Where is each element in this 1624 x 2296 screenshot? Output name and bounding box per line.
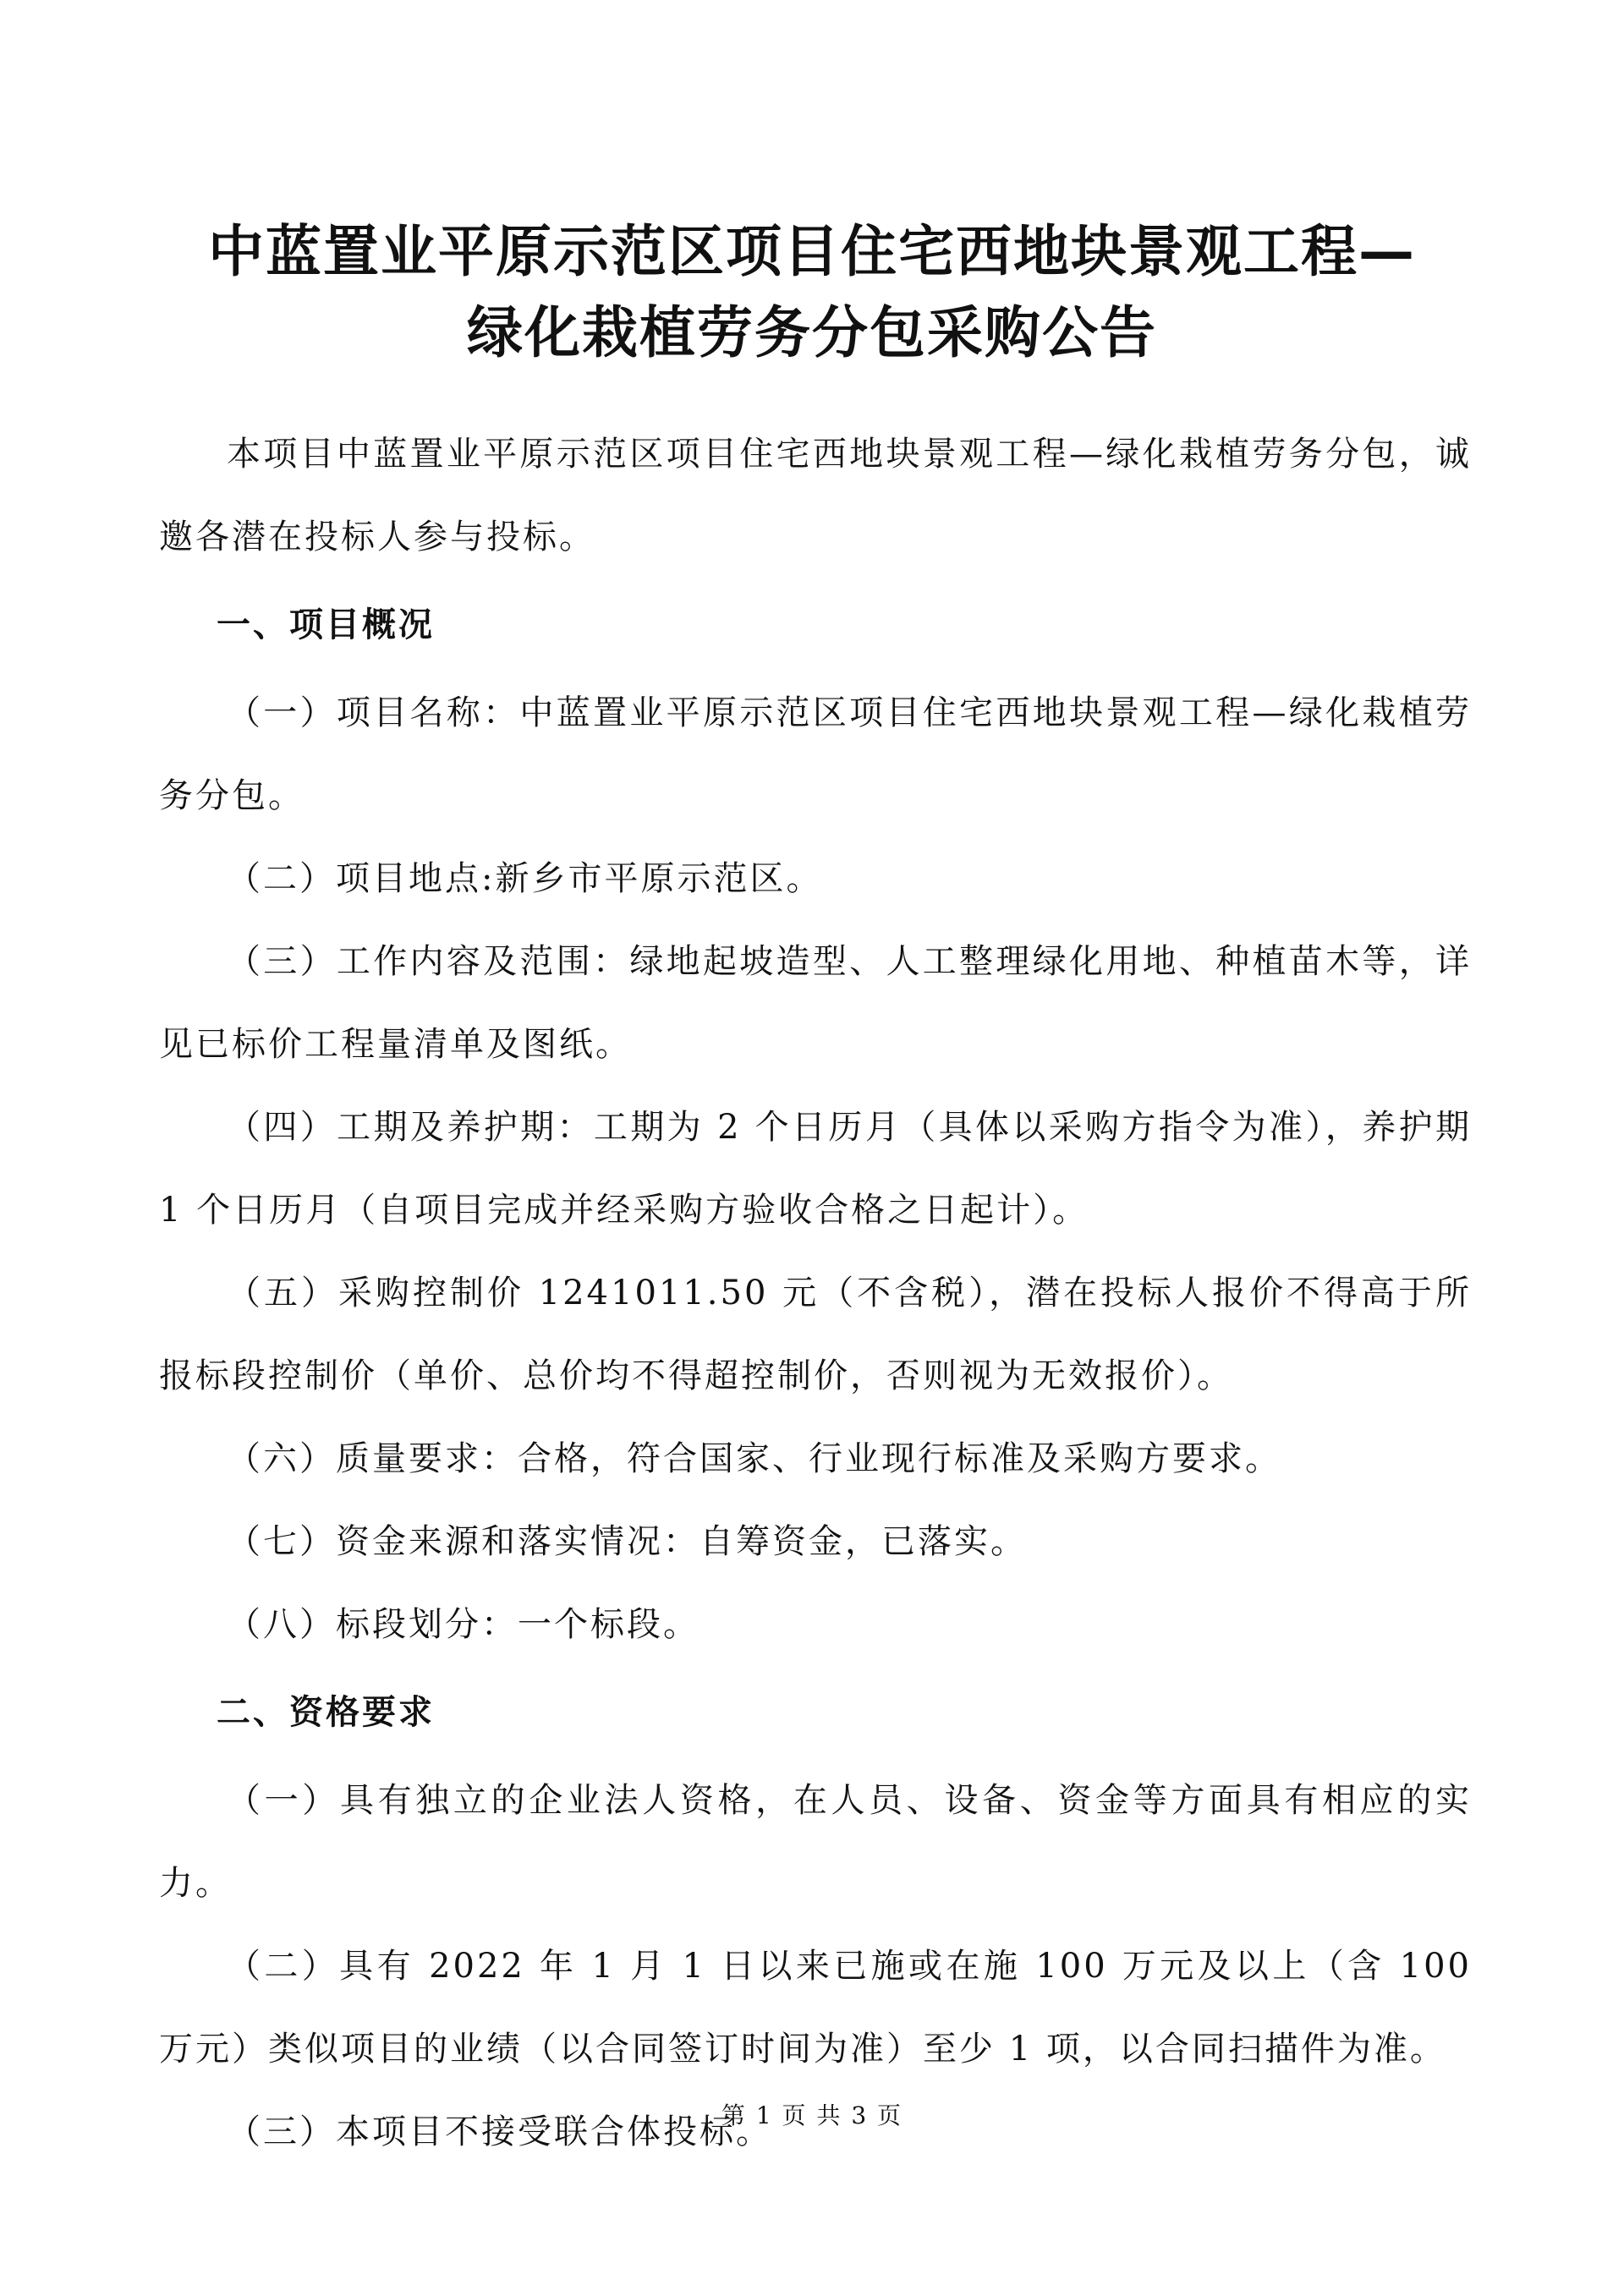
item-no-consortium: （三）本项目不接受联合体投标。 (227, 2112, 772, 2151)
document-body (159, 413, 1472, 2173)
title-line-1: 中蓝置业平原示范区项目住宅西地块景观工程— (208, 219, 1416, 284)
title-line-2: 绿化栽植劳务分包采购公告 (467, 300, 1157, 365)
section-heading-project-overview: 一、项目概况 (217, 606, 435, 644)
page-title (161, 211, 1463, 374)
page-number: 第 1 页 共 3 页 (721, 2101, 903, 2129)
item-project-location: （二）项目地点:新乡市平原示范区。 (227, 859, 823, 898)
intro-paragraph: 本项目中蓝置业平原示范区项目住宅西地块景观工程—绿化栽植劳务分包，诚邀各潜在投标人参与投标。 (159, 435, 1472, 556)
item-work-scope: （三）工作内容及范围：绿地起坡造型、人工整理绿化用地、种植苗木等，详见已标价工程量清单及图纸。 (159, 942, 1472, 1064)
section-heading-qualifications: 二、资格要求 (217, 1693, 435, 1732)
item-legal-entity: （一）具有独立的企业法人资格，在人员、设备、资金等方面具有相应的实力。 (159, 1781, 1472, 1903)
item-quality: （六）质量要求：合格，符合国家、行业现行标准及采购方要求。 (227, 1439, 1281, 1478)
item-schedule: （四）工期及养护期：工期为 2 个日历月（具体以采购方指令为准），养护期 1 个日历月（自项目完成并经采购方验收合格之日起计）。 (159, 1108, 1472, 1230)
item-lots: （八）标段划分：一个标段。 (227, 1605, 700, 1644)
item-project-name: （一）项目名称：中蓝置业平原示范区项目住宅西地块景观工程—绿化栽植劳务分包。 (159, 693, 1472, 815)
item-control-price: （五）采购控制价 1241011.50 元（不含税），潜在投标人报价不得高于所报标段控制价（单价、总价均不得超控制价，否则视为无效报价）。 (159, 1274, 1472, 1395)
item-funding: （七）资金来源和落实情况：自筹资金，已落实。 (227, 1522, 1027, 1561)
item-experience: （二）具有 2022 年 1 月 1 日以来已施或在施 100 万元及以上（含 100 万元）类似项目的业绩（以合同签订时间为准）至少 1 项，以合同扫描件为准。 (159, 1947, 1472, 2069)
